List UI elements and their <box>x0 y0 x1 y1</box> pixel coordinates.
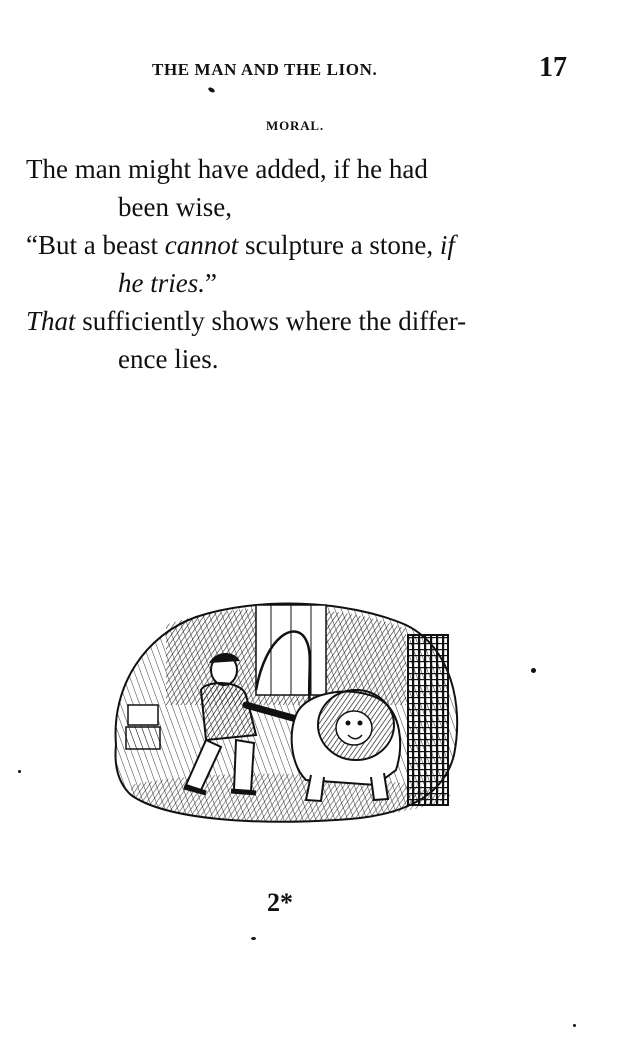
verse-line-3 <box>26 226 586 264</box>
moral-verse <box>26 150 586 378</box>
page-number: 17 <box>539 52 567 83</box>
scan-speck <box>251 937 256 940</box>
verse-text: sculpture a stone, <box>238 230 440 260</box>
engraving-svg <box>106 595 466 825</box>
verse-text: The man might have added, if he had <box>26 154 428 184</box>
scan-speck <box>18 770 21 773</box>
verse-text: “But a beast <box>26 230 165 260</box>
moral-heading: MORAL. <box>266 118 324 133</box>
verse-line-1 <box>26 150 571 188</box>
verse-line-4 <box>26 264 586 302</box>
lion-engraving <box>106 595 466 825</box>
verse-line-5 <box>26 302 586 340</box>
running-head <box>0 52 633 84</box>
verse-line-6 <box>26 340 586 378</box>
verse-line-2 <box>26 188 586 226</box>
verse-emphasis: if <box>439 230 455 260</box>
verse-text: ” <box>205 268 217 298</box>
verse-emphasis: That <box>26 306 76 336</box>
verse-text: ence lies. <box>118 344 219 374</box>
verse-emphasis: cannot <box>164 230 239 260</box>
verse-text: sufficiently shows where the differ- <box>75 306 467 336</box>
scan-speck <box>573 1024 576 1027</box>
running-title: THE MAN AND THE LION. <box>152 60 378 79</box>
verse-emphasis: he tries. <box>118 268 205 298</box>
scan-speck <box>207 87 215 94</box>
verse-text: been wise, <box>118 192 232 222</box>
signature-mark: 2* <box>267 888 293 917</box>
scan-speck <box>531 668 536 673</box>
